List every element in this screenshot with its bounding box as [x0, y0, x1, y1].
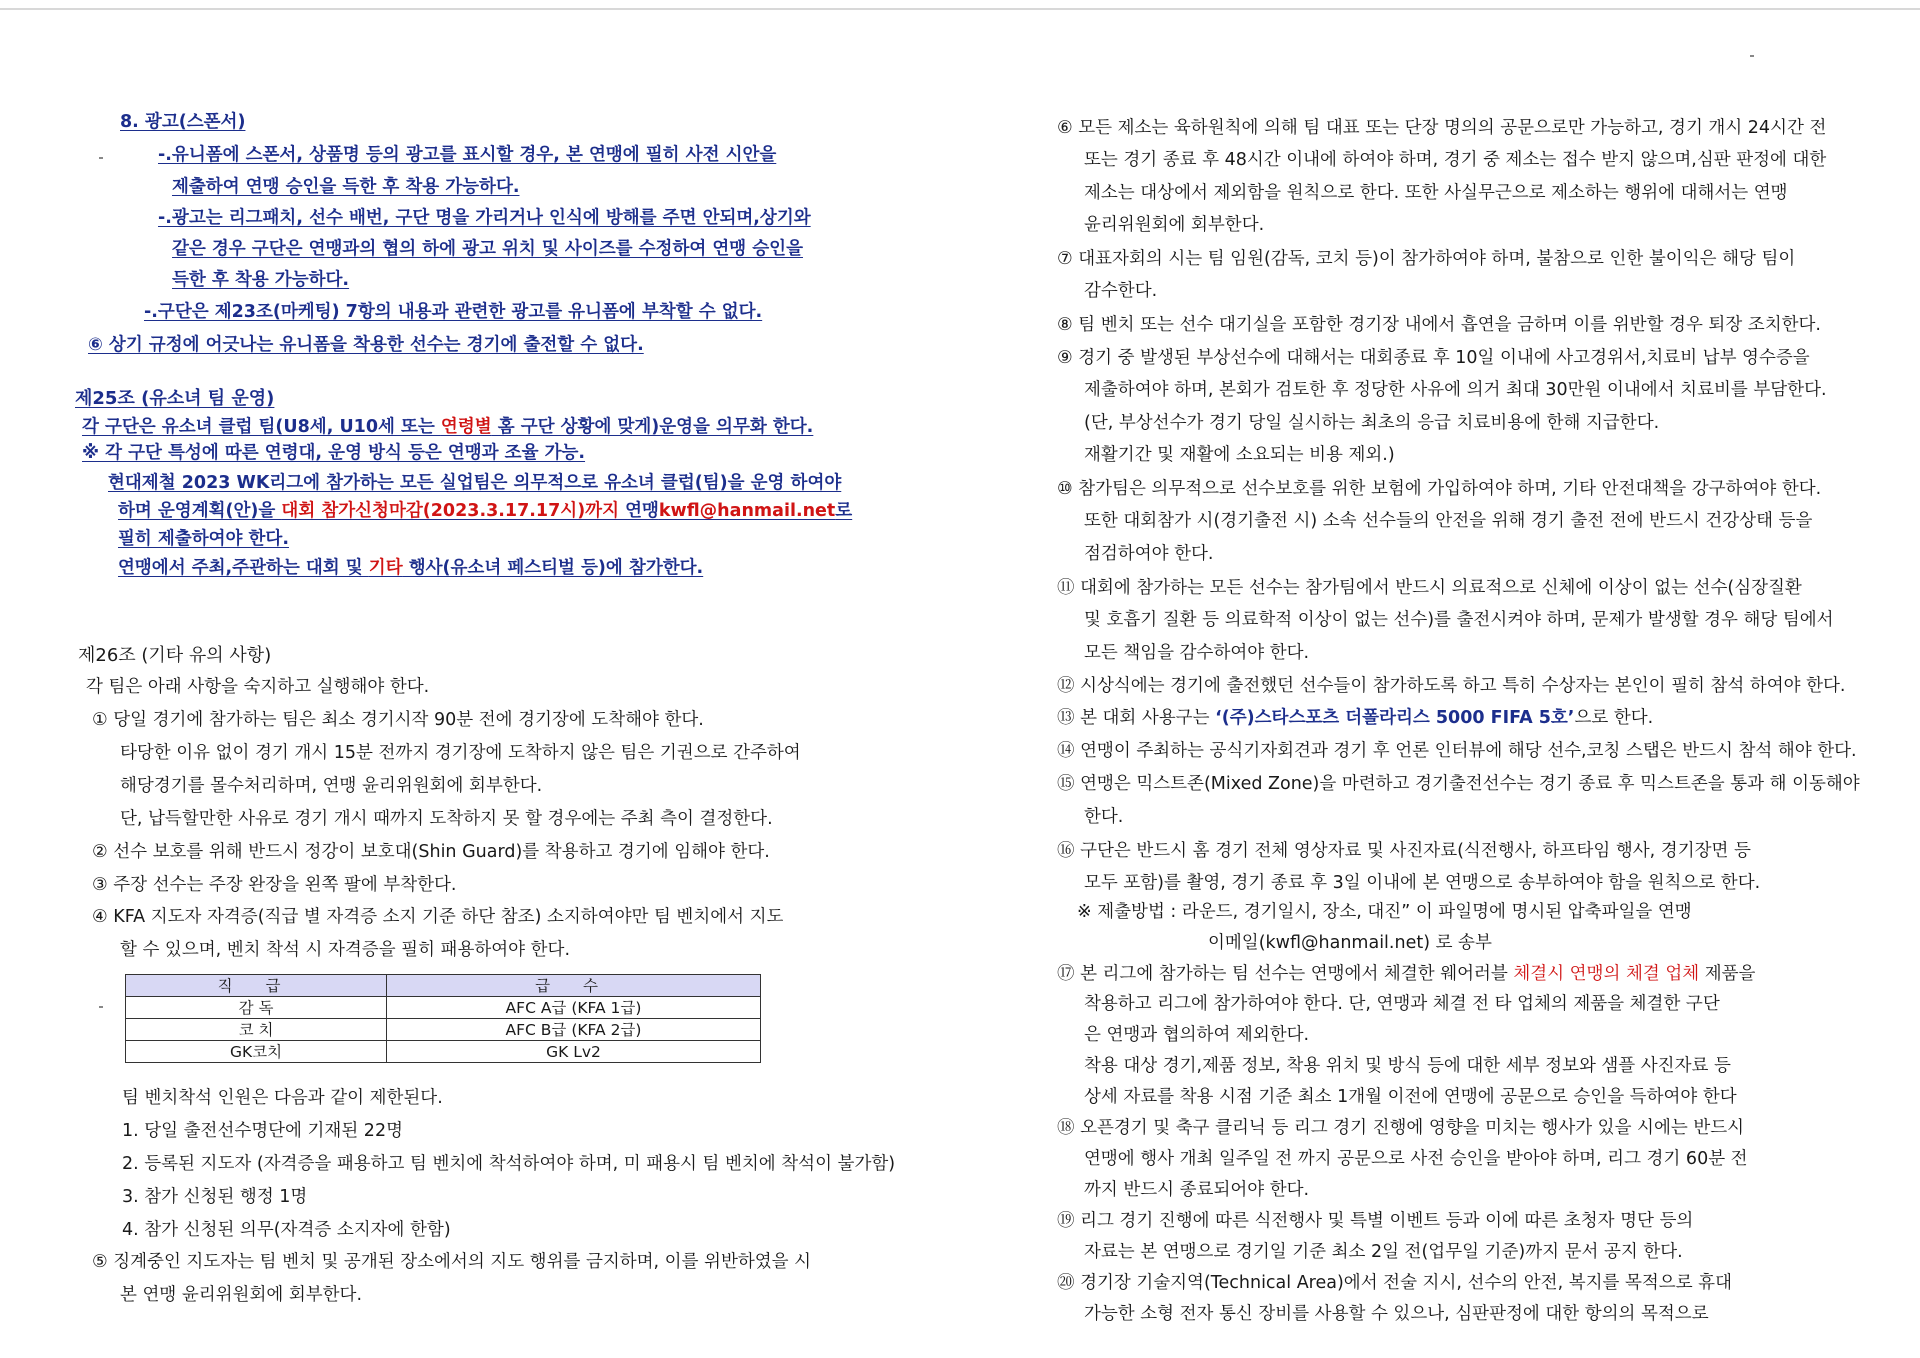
art26-item-5-b: 본 연맹 윤리위원회에 회부한다.	[120, 1285, 363, 1305]
item-20-b: 가능한 소형 전자 통신 장비를 사용할 수 있으나, 심판판정에 대한 항의의 목적으로	[1084, 1304, 1709, 1324]
item-6-d: 윤리위원회에 회부한다.	[1084, 215, 1265, 235]
item-18: ⑱ 오픈경기 및 축구 클리닉 등 리그 경기 진행에 영향을 미치는 행사가 있을 시에는 반드시	[1057, 1118, 1745, 1138]
item-6-c: 제소는 대상에서 제외함을 원칙으로 한다. 또한 사실무근으로 제소하는 행위에 대해서는 연맹	[1084, 183, 1788, 203]
item-16: ⑯ 구단은 반드시 홈 경기 전체 영상자료 및 사진자료(식전행사, 하프타임 행사, 경기장면 등	[1057, 841, 1751, 861]
art25-line-5: 필히 제출하여야 한다.	[118, 529, 289, 549]
bench-item-2: 2. 등록된 지도자 (자격증을 패용하고 팀 벤치에 착석하여야 하며, 미 패용시 팀 벤치에 착석이 불가함)	[122, 1154, 896, 1174]
art26-intro: 각 팀은 아래 사항을 숙지하고 실행해야 한다.	[86, 677, 430, 697]
art25-deadline-red: 대회 참가신청마감(2023.3.17.17시)까지	[281, 501, 619, 521]
table-row	[126, 997, 761, 1019]
section-8-title: 8. 광고(스폰서)	[120, 112, 246, 132]
sec8-line-7: ⑥ 상기 규정에 어긋나는 유니폼을 착용한 선수는 경기에 출전할 수 없다.	[88, 335, 644, 355]
art25-line-1-a: 각 구단은 유소녀 클럽 팀(U8세, U10세 또는	[82, 417, 441, 437]
item-19: ⑲ 리그 경기 진행에 따른 식전행사 및 특별 이벤트 등과 이에 따른 초청자 명단 등의	[1057, 1211, 1694, 1231]
scan-top-rule	[0, 8, 1920, 10]
art26-item-1-d: 단, 납득할만한 사유로 경기 개시 때까지 도착하지 못 할 경우에는 주최 측이 결정한다.	[120, 809, 773, 829]
item-17-c-line: 은 연맹과 협의하여 제외한다.	[1084, 1025, 1310, 1045]
art25-email-red: kwfl@hanmail.net	[658, 501, 836, 521]
art25-line-1-c: 홈 구단 상황에 맞게)운영을 의무화 한다.	[491, 417, 814, 437]
item-16-email: 이메일(kwfl@hanmail.net) 로 송부	[1208, 933, 1492, 953]
table-cell-rank: 코 치	[126, 1019, 387, 1041]
art25-line-2: ※ 각 구단 특성에 따른 연령대, 운영 방식 등은 연맹과 조율 가능.	[82, 443, 586, 463]
item-9-b: 제출하여야 하며, 본회가 검토한 후 정당한 사유에 의거 최대 30만원 이내에서 치료비를 부담한다.	[1084, 380, 1827, 400]
art26-item-1: ① 당일 경기에 참가하는 팀은 최소 경기시작 90분 전에 경기장에 도착해야 한다.	[92, 710, 704, 730]
item-10-c: 점검하여야 한다.	[1084, 544, 1214, 564]
item-18-b: 연맹에 행사 개최 일주일 전 까지 공문으로 사전 승인을 받아야 하며, 리그 경기 60분 전	[1084, 1149, 1748, 1169]
sec8-line-4: 같은 경우 구단은 연맹과의 협의 하에 광고 위치 및 사이즈를 수정하여 연맹 승인을	[172, 239, 803, 259]
art26-item-2: ② 선수 보호를 위해 반드시 정강이 보호대(Shin Guard)를 착용하고 경기에 임해야 한다.	[92, 842, 770, 862]
table-cell-rank: 감 독	[126, 997, 387, 1019]
art25-line-6	[118, 557, 703, 579]
item-17-c: 제품을	[1699, 964, 1756, 984]
table-cell-grade: GK Lv2	[387, 1041, 761, 1063]
art26-item-3: ③ 주장 선수는 주장 완장을 왼쪽 팔에 부착한다.	[92, 875, 457, 895]
item-16-note: ※ 제출방법 : 라운드, 경기일시, 장소, 대진” 이 파일명에 명시된 압축파일을 연맹	[1077, 902, 1692, 922]
art26-item-4: ④ KFA 지도자 자격증(직급 별 자격증 소지 기준 하단 참조) 소지하여야만 팀 벤치에서 지도	[92, 907, 784, 927]
art25-line-6-c: 행사(유소녀 페스티벌 등)에 참가한다.	[402, 558, 704, 578]
item-17-d: 착용 대상 경기,제품 정보, 착용 위치 및 방식 등에 대한 세부 정보와 샘플 사진자료 등	[1084, 1056, 1731, 1076]
bench-item-4: 4. 참가 신청된 의무(자격증 소지자에 한함)	[122, 1220, 451, 1240]
table-header-row	[126, 975, 761, 997]
table-header-grade: 급 수	[387, 975, 761, 997]
scan-speck	[99, 1006, 103, 1008]
item-15-b: 한다.	[1084, 807, 1124, 827]
art26-item-1-b: 타당한 이유 없이 경기 개시 15분 전까지 경기장에 도착하지 않은 팀은 기권으로 간주하여	[120, 743, 801, 763]
sec8-line-3: -.광고는 리그패치, 선수 배번, 구단 명을 가리거나 인식에 방해를 주면 안되며,상기와	[158, 208, 811, 228]
item-10-b: 또한 대회참가 시(경기출전 시) 소속 선수들의 안전을 위해 경기 출전 전에 반드시 건강상태 등을	[1084, 511, 1813, 531]
art26-item-5: ⑤ 징계중인 지도자는 팀 벤치 및 공개된 장소에서의 지도 행위를 금지하며, 이를 위반하였을 시	[92, 1252, 812, 1272]
art26-item-1-c: 해당경기를 몰수처리하며, 연맹 윤리위원회에 회부한다.	[120, 776, 543, 796]
item-17-red: 체결시 연맹의 체결 업체	[1513, 964, 1700, 984]
bench-item-1: 1. 당일 출전선수명단에 기재된 22명	[122, 1121, 403, 1141]
table-row	[126, 1041, 761, 1063]
item-17	[1057, 963, 1755, 985]
item-13	[1057, 707, 1653, 729]
item-9-d: 재활기간 및 재활에 소요되는 비용 제외.)	[1084, 445, 1395, 465]
art25-line-4-c: 연맹	[619, 501, 659, 521]
item-18-c: 까지 반드시 종료되어야 한다.	[1084, 1180, 1310, 1200]
item-12: ⑫ 시상식에는 경기에 출전했던 선수들이 참가하도록 하고 특히 수상자는 본인이 필히 참석 하여야 한다.	[1057, 676, 1846, 696]
art25-line-3: 현대제철 2023 WK리그에 참가하는 모든 실업팀은 의무적으로 유소녀 클럽(팀)을 운영 하여야	[108, 473, 842, 493]
item-11-c: 모든 책임을 감수하여야 한다.	[1084, 643, 1310, 663]
art25-line-4-a: 하며 운영계획(안)을	[118, 501, 282, 521]
article-26-title: 제26조 (기타 유의 사항)	[78, 645, 272, 666]
bench-item-3: 3. 참가 신청된 행정 1명	[122, 1187, 308, 1207]
item-6: ⑥ 모든 제소는 육하원칙에 의해 팀 대표 또는 단장 명의의 공문으로만 가능하고, 경기 개시 24시간 전	[1057, 118, 1827, 138]
sec8-line-5: 득한 후 착용 가능하다.	[172, 270, 350, 290]
item-17-b: 착용하고 리그에 참가하여야 한다. 단, 연맹과 체결 전 타 업체의 제품을 체결한 구단	[1084, 994, 1720, 1014]
item-10: ⑩ 참가팀은 의무적으로 선수보호를 위한 보험에 가입하여야 하며, 기타 안전대책을 강구하여야 한다.	[1057, 479, 1822, 499]
table-cell-rank: GK코치	[126, 1041, 387, 1063]
item-14: ⑭ 연맹이 주최하는 공식기자회견과 경기 후 언론 인터뷰에 해당 선수,코칭 스탭은 반드시 참석 해야 한다.	[1057, 741, 1857, 761]
item-7: ⑦ 대표자회의 시는 팀 임원(감독, 코치 등)이 참가하여야 하며, 불참으로 인한 불이익은 해당 팀이	[1057, 249, 1796, 269]
item-7-b: 감수한다.	[1084, 281, 1158, 301]
art25-line-1	[82, 416, 813, 438]
item-20: ⑳ 경기장 기술지역(Technical Area)에서 전술 지시, 선수의 안전, 복지를 목적으로 휴대	[1057, 1273, 1732, 1293]
table-cell-grade: AFC A급 (KFA 1급)	[387, 997, 761, 1019]
art25-line-4	[118, 500, 852, 522]
item-17-a: ⑰ 본 리그에 참가하는 팀 선수는 연맹에서 체결한 웨어러블	[1057, 964, 1514, 984]
table-cell-grade: AFC B급 (KFA 2급)	[387, 1019, 761, 1041]
art25-line-4-e: 로	[835, 501, 853, 521]
official-ball-name: ‘(주)스타스포츠 더폴라리스 5000 FIFA 5호’	[1215, 708, 1575, 728]
art26-item-4-b: 할 수 있으며, 벤치 착석 시 자격증을 필히 패용하여야 한다.	[120, 940, 571, 960]
item-17-e: 상세 자료를 착용 시점 기준 최소 1개월 이전에 연맹에 공문으로 승인을 득하여야 한다	[1084, 1087, 1737, 1107]
bench-intro: 팀 벤치착석 인원은 다음과 같이 제한된다.	[122, 1088, 443, 1108]
table-row	[126, 1019, 761, 1041]
item-16-b: 모두 포함)를 촬영, 경기 종료 후 3일 이내에 본 연맹으로 송부하여야 함을 원칙으로 한다.	[1084, 873, 1761, 893]
scan-speck	[1750, 55, 1754, 57]
item-13-a: ⑬ 본 대회 사용구는	[1057, 708, 1216, 728]
item-11-b: 및 호흡기 질환 등 의료학적 이상이 없는 선수)를 출전시켜야 하며, 문제가 발생할 경우 해당 팀에서	[1084, 610, 1834, 630]
coach-license-table	[125, 974, 761, 1063]
item-8: ⑧ 팀 벤치 또는 선수 대기실을 포함한 경기장 내에서 흡연을 금하며 이를 위반할 경우 퇴장 조치한다.	[1057, 315, 1821, 335]
item-13-c: 으로 한다.	[1574, 708, 1654, 728]
sec8-line-6: -.구단은 제23조(마케팅) 7항의 내용과 관련한 광고를 유니폼에 부착할 수 없다.	[144, 302, 763, 322]
item-6-b: 또는 경기 종료 후 48시간 이내에 하여야 하며, 경기 중 제소는 접수 받지 않으며,심판 판정에 대한	[1084, 150, 1827, 170]
sec8-line-1: -.유니폼에 스폰서, 상품명 등의 광고를 표시할 경우, 본 연맹에 필히 사전 시안을	[158, 145, 777, 165]
item-11: ⑪ 대회에 참가하는 모든 선수는 참가팀에서 반드시 의료적으로 신체에 이상이 없는 선수(심장질환	[1057, 578, 1802, 598]
table-header-rank: 직 급	[126, 975, 387, 997]
item-9-c: (단, 부상선수가 경기 당일 실시하는 최초의 응급 치료비용에 한해 지급한다.	[1084, 413, 1660, 433]
item-19-b: 자료는 본 연맹으로 경기일 기준 최소 2일 전(업무일 기준)까지 문서 공지 한다.	[1084, 1242, 1683, 1262]
item-15: ⑮ 연맹은 믹스트존(Mixed Zone)을 마련하고 경기출전선수는 경기 종료 후 믹스트존을 통과 해 이동해야	[1057, 774, 1860, 794]
article-25-title: 제25조 (유소녀 팀 운영)	[75, 388, 275, 409]
sec8-line-2: 제출하여 연맹 승인을 득한 후 착용 가능하다.	[172, 177, 520, 197]
item-9: ⑨ 경기 중 발생된 부상선수에 대해서는 대회종료 후 10일 이내에 사고경위서,치료비 납부 영수증을	[1057, 348, 1810, 368]
art25-line-6-red: 기타	[368, 558, 403, 578]
art25-line-1-red: 연령별	[440, 417, 492, 437]
scan-speck	[99, 157, 103, 159]
art25-line-6-a: 연맹에서 주최,주관하는 대회 및	[118, 558, 369, 578]
